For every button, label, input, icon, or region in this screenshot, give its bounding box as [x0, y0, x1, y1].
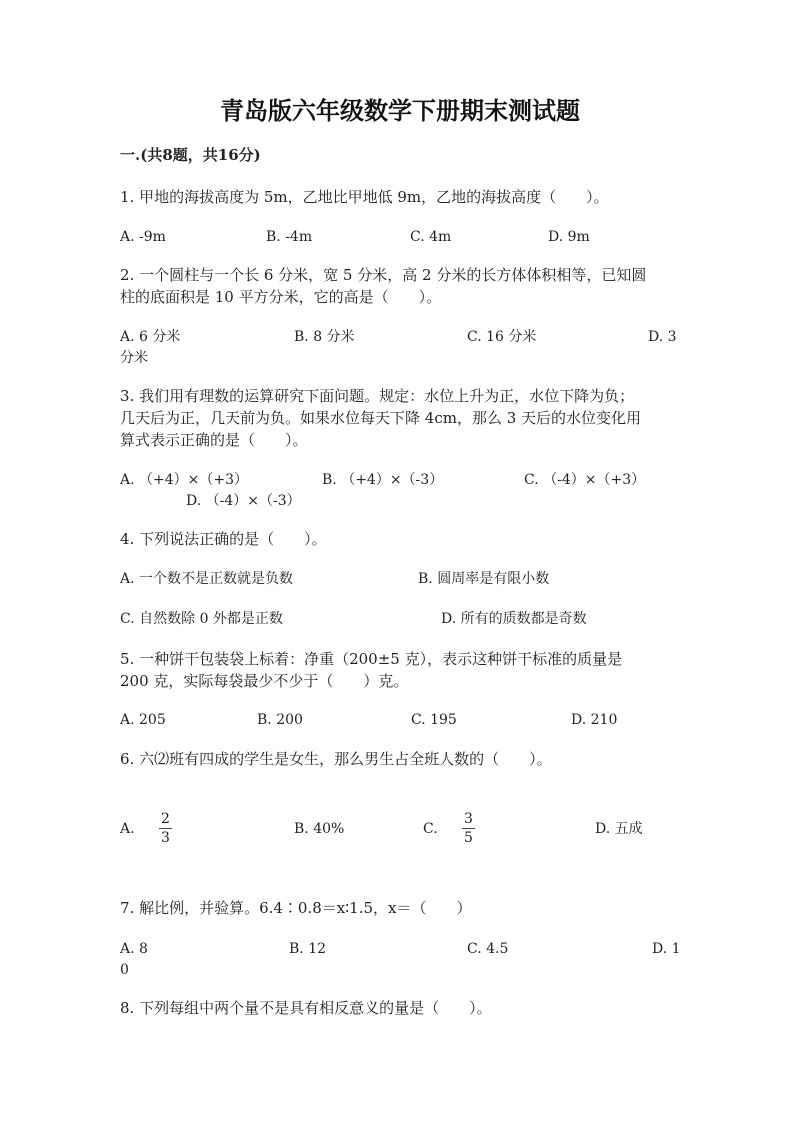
fraction-denominator: 5	[464, 830, 473, 846]
question-4-text: 4. 下列说法正确的是（ ）。	[120, 530, 327, 548]
question-5-option-b: B. 200	[257, 712, 303, 728]
question-3-text-line-2: 几天后为正，几天前为负。如果水位每天下降 4cm，那么 3 天后的水位变化用	[120, 409, 642, 427]
fraction-numerator: 3	[464, 811, 473, 827]
fraction-numerator: 2	[161, 811, 170, 827]
question-1-text: 1. 甲地的海拔高度为 5m，乙地比甲地低 9m，乙地的海拔高度（ ）。	[120, 188, 609, 206]
question-3-option-d: D. （-4）×（-3）	[186, 493, 301, 509]
question-6-option-b: B. 40%	[294, 821, 345, 837]
section-heading: 一.(共8题，共16分)	[120, 146, 261, 164]
question-2-option-b: B. 8 分米	[294, 329, 355, 345]
question-6-option-c-label: C.	[423, 821, 438, 837]
question-6-text: 6. 六⑵班有四成的学生是女生，那么男生占全班人数的（ ）。	[120, 750, 552, 768]
question-7-option-a: A. 8	[120, 941, 148, 957]
question-2-option-d-wrap: 分米	[120, 350, 148, 366]
question-6-option-a-fraction	[159, 812, 172, 845]
question-2-text-line-1: 2. 一个圆柱与一个长 6 分米，宽 5 分米，高 2 分米的长方体体积相等，已知圆	[120, 266, 647, 284]
question-7-option-b: B. 12	[289, 941, 327, 957]
question-1-option-c: C. 4m	[410, 229, 452, 245]
question-4-option-a: A. 一个数不是正数就是负数	[120, 571, 294, 587]
question-5-text-line-1: 5. 一种饼干包装袋上标着：净重（200±5 克），表示这种饼干标准的质量是	[120, 650, 623, 668]
fraction-denominator: 3	[161, 830, 170, 846]
question-1-option-d: D. 9m	[548, 229, 590, 245]
question-3-option-c: C. （-4）×（+3）	[524, 472, 646, 488]
question-2-option-a: A. 6 分米	[120, 329, 181, 345]
question-6-option-a-label: A.	[120, 821, 135, 837]
question-4-option-c: C. 自然数除 0 外都是正数	[120, 611, 283, 627]
question-4-option-b: B. 圆周率是有限小数	[418, 571, 550, 587]
question-6-option-d: D. 五成	[595, 821, 643, 837]
question-5-text-line-2: 200 克，实际每袋最少不少于（ ）克。	[120, 672, 409, 690]
question-2-option-d: D. 3	[648, 329, 677, 345]
question-3-text-line-1: 3. 我们用有理数的运算研究下面问题。规定：水位上升为正，水位下降为负；	[120, 387, 635, 405]
fraction-bar	[462, 828, 475, 829]
question-3-text-line-3: 算式表示正确的是（ ）。	[120, 431, 308, 449]
question-4-option-d: D. 所有的质数都是奇数	[441, 611, 587, 627]
question-3-option-b: B. （+4）×（-3）	[322, 472, 444, 488]
page-title: 青岛版六年级数学下册期末测试题	[220, 96, 580, 125]
question-5-option-a: A. 205	[120, 712, 166, 728]
question-7-option-d-wrap: 0	[120, 962, 129, 978]
question-2-option-c: C. 16 分米	[467, 329, 537, 345]
question-3-option-a: A. （+4）×（+3）	[120, 472, 249, 488]
question-5-option-d: D. 210	[571, 712, 618, 728]
fraction-bar	[159, 828, 172, 829]
question-5-option-c: C. 195	[411, 712, 457, 728]
question-2-text-line-2: 柱的底面积是 10 平方分米，它的高是（ ）。	[120, 288, 442, 306]
question-7-option-c: C. 4.5	[467, 941, 509, 957]
question-8-text: 8. 下列每组中两个量不是具有相反意义的量是（ ）。	[120, 999, 492, 1017]
question-7-option-d: D. 1	[652, 941, 681, 957]
question-1-option-a: A. -9m	[120, 229, 166, 245]
question-6-option-c-fraction	[462, 812, 475, 845]
question-7-text: 7. 解比例，并验算。6.4∶0.8＝x∶1.5，x＝（ ）	[120, 899, 472, 917]
question-1-option-b: B. -4m	[266, 229, 313, 245]
